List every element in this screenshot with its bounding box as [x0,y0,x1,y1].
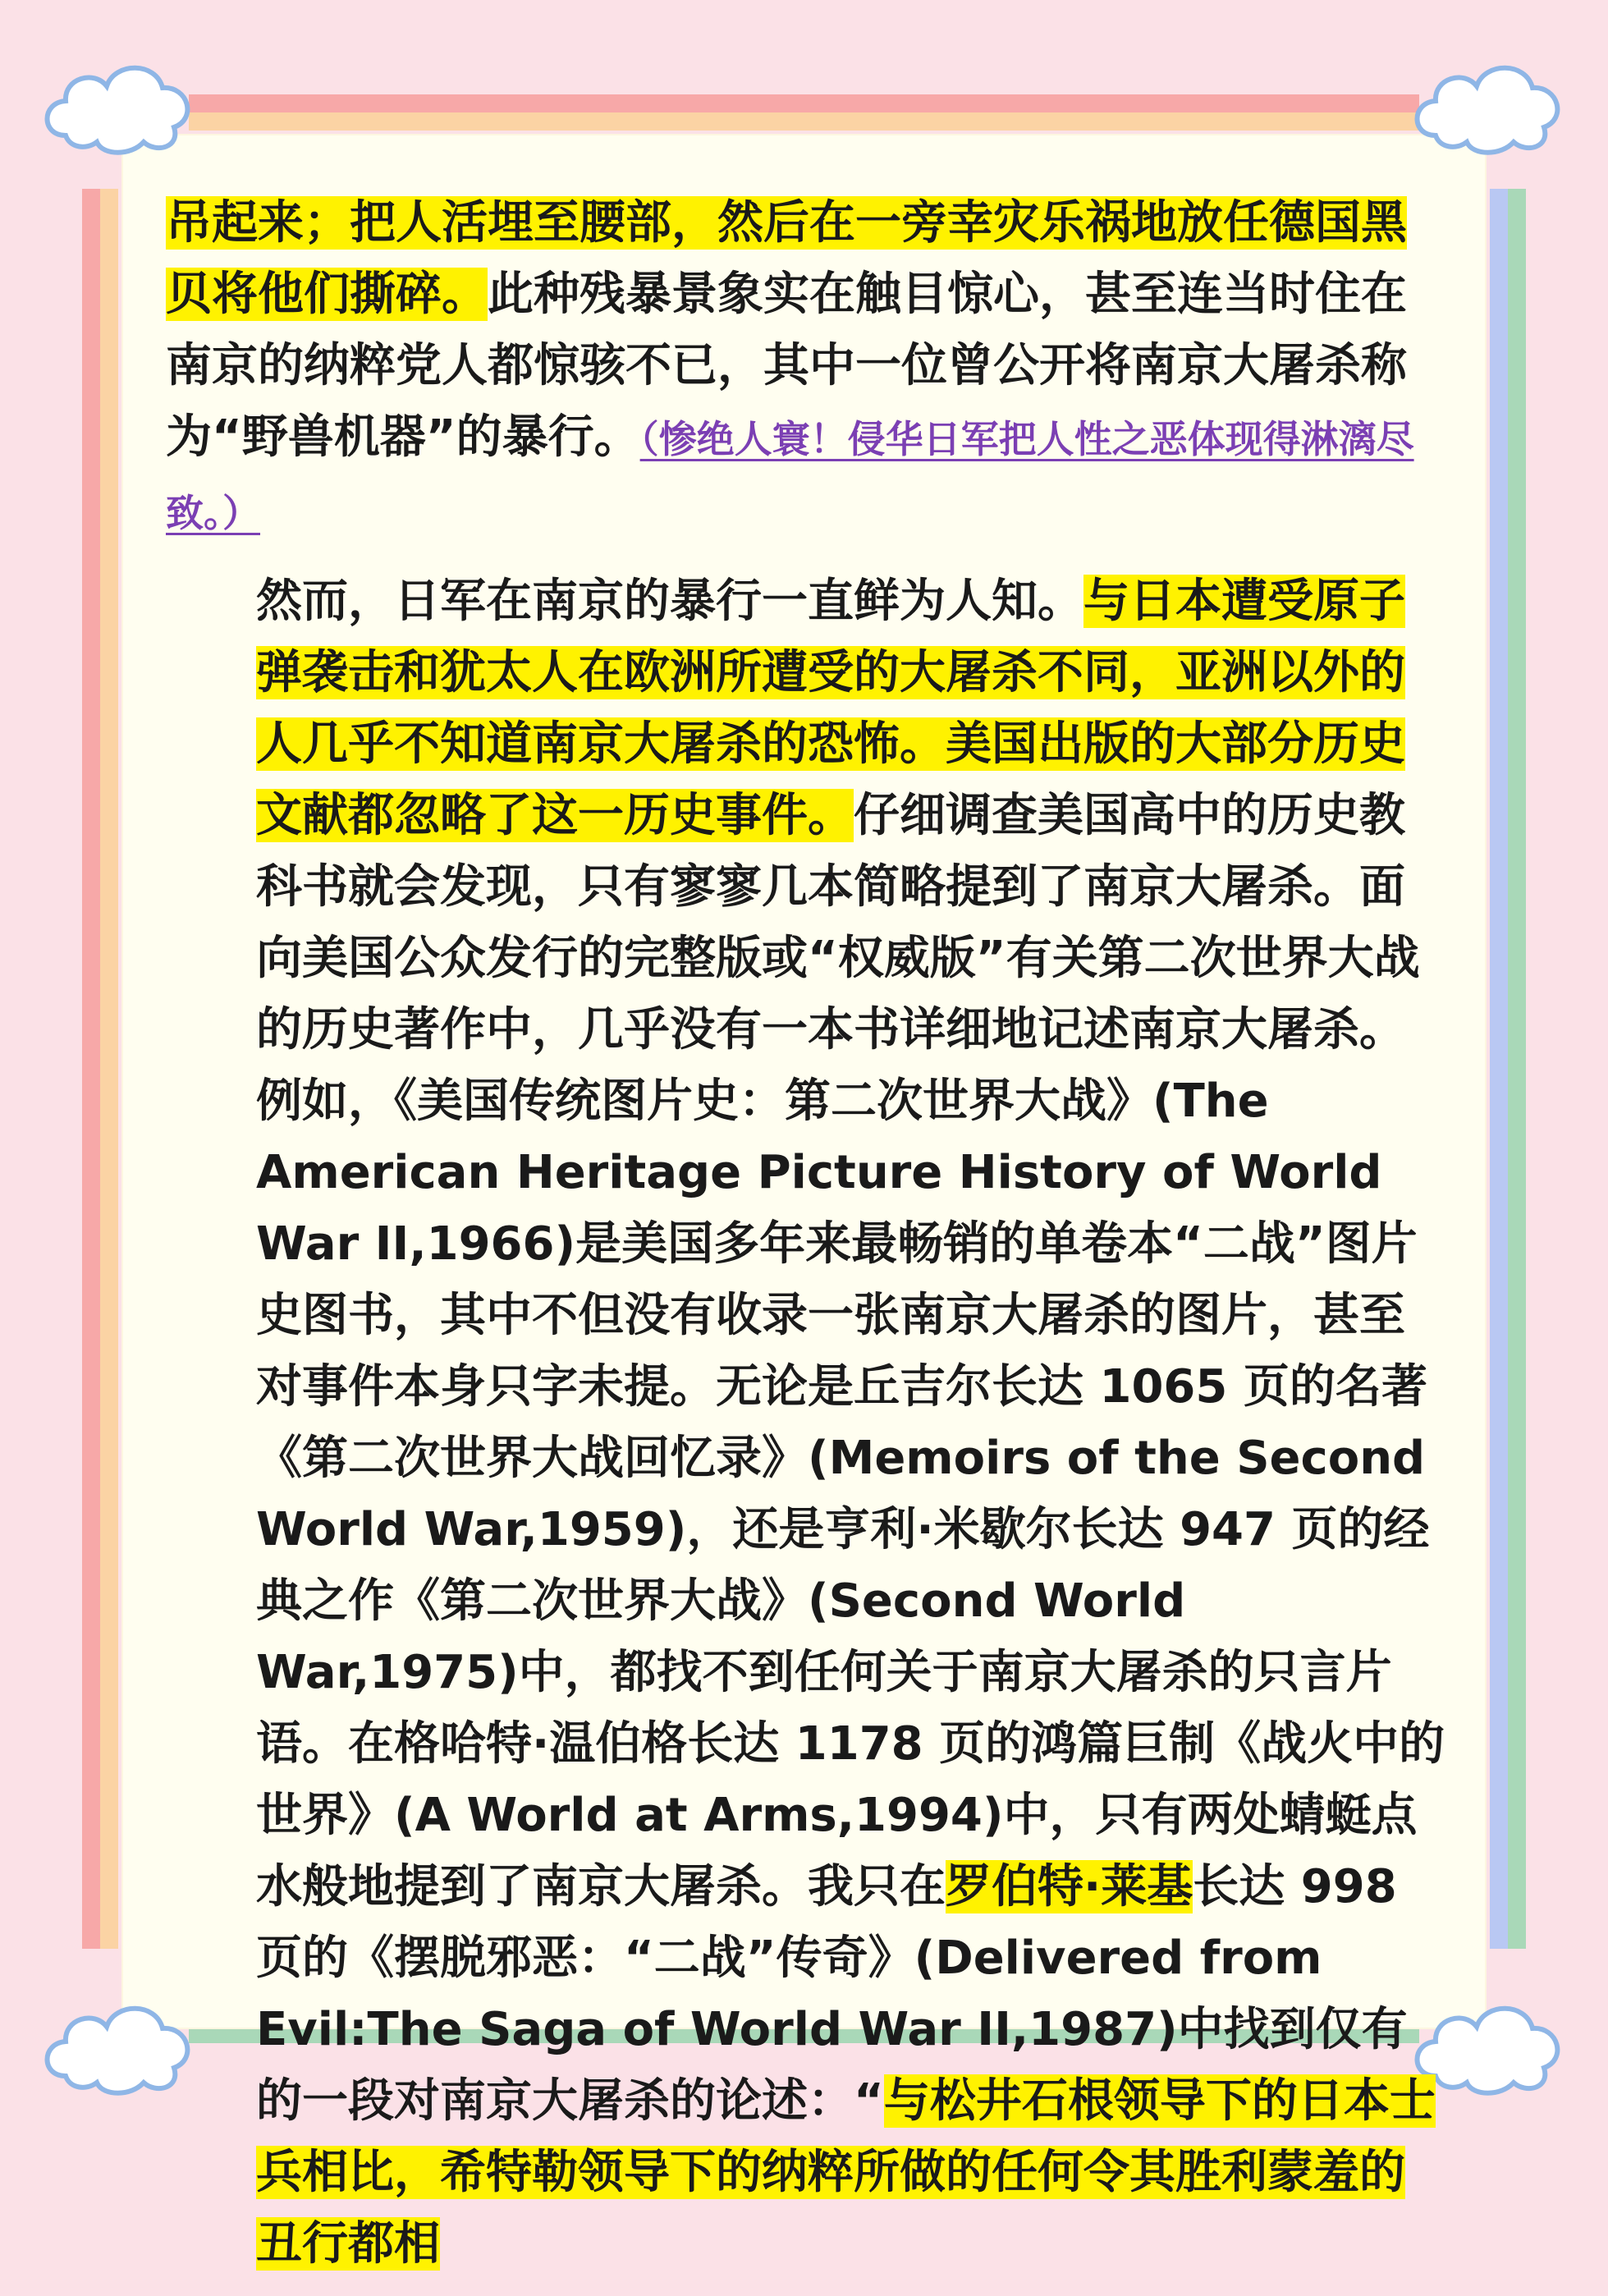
rainbow-stripe-left [82,189,100,1949]
highlighted-name: 罗伯特·莱基 [946,1860,1193,1913]
rainbow-stripe-top [189,94,1419,112]
paragraph-2 [166,566,1446,2280]
body-text: 长达 998 页的《摆脱邪恶：“二战”传奇》(Delivered from Evil:The Saga of World War II,1987)中找到仅有的一段对南京大屠杀的论述：“ [256,1860,1408,2128]
rainbow-stripe-top [189,112,1419,131]
body-text: 此种残暴景象实在触目惊心，甚至连当时住在南京的纳粹党人都惊骇不已，其中一位曾公开将南京大屠杀称为“野兽机器”的暴行。 [166,268,1407,464]
highlighted-text: 与松井石根领导下的日本士兵相比，希特勒领导下的纳粹所做的任何令其胜利蒙羞的丑行都相 [256,2074,1436,2271]
cloud-icon [1403,45,1575,160]
body-text: 仔细调查美国高中的历史教科书就会发现，只有寥寥几本简略提到了南京大屠杀。面向美国公众发行的完整版或“权威版”有关第二次世界大战的历史著作中，几乎没有一本书详细地记述南京大屠杀。例如，《美国传统图片史：第二次世界大战》(The American Heritage Picture History of World War II,1966)是美国多年来最畅销的单卷本“二战”图片史图书，其中不但没有收录一张南京大屠杀的图片，甚至对事件本身只字未提。无论是丘吉尔长达 1065 页的名著《第二次世界大战回忆录》(Memoirs of the Second World War,1959)，还是亨利·米歇尔长达 947 页的经典之作《第二次世界大战》(Second World War,1975)中，都找不到任何关于南京大屠杀的只言片语。在格哈特·温伯格长达 1178 页的鸿篇巨制《战火中的世界》(A World at Arms,1994)中，只有两处蜻蜓点水般地提到了南京大屠杀。我只在 [256,789,1445,1913]
rainbow-stripe-left [100,189,118,1949]
rainbow-stripe-right [1508,189,1526,1949]
body-text: 然而，日军在南京的暴行一直鲜为人知。 [256,575,1083,628]
article-body [166,187,1446,2296]
rainbow-stripe-right [1490,189,1508,1949]
comment-note: （惨绝人寰！侵华日军把人性之恶体现得淋漓尽致。） [166,417,1414,535]
highlighted-text: 吊起来；把人活埋至腰部，然后在一旁幸灾乐祸地放任德国黑贝将他们撕碎。 [166,196,1407,321]
highlighted-text: 与日本遭受原子弹袭击和犹太人在欧洲所遭受的大屠杀不同，亚洲以外的人几乎不知道南京大屠杀的恐怖。美国出版的大部分历史文献都忽略了这一历史事件。 [256,575,1405,842]
cloud-icon [33,45,205,160]
paragraph-1 [166,187,1446,549]
